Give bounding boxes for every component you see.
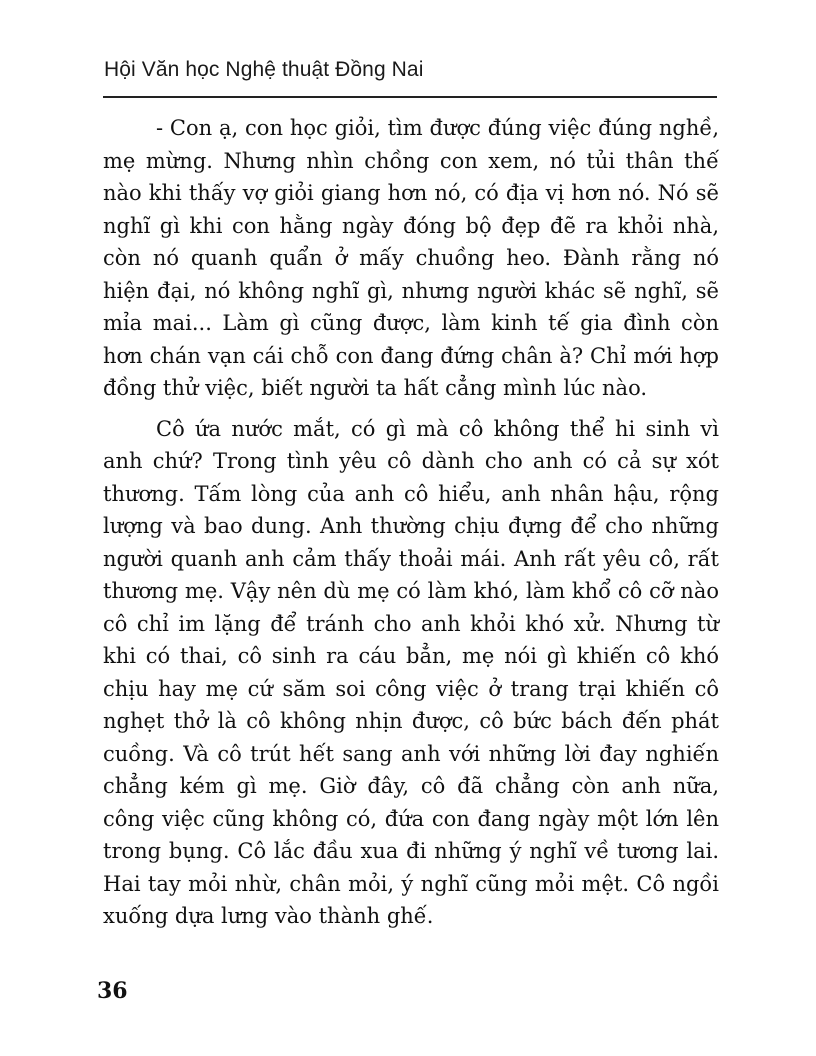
paragraph: - Con ạ, con học giỏi, tìm được đúng việc đúng nghề, mẹ mừng. Nhưng nhìn chồng con xem, nó tủi thân thế nào khi thấy vợ giỏi giang hơn nó, có địa vị hơn nó. Nó sẽ nghĩ gì khi con hằng ngày đóng bộ đẹp đẽ ra khỏi nhà, còn nó quanh quẩn ở mấy chuồng heo. Đành rằng nó hiện đại, nó không nghĩ gì, nhưng người khác sẽ nghĩ, sẽ mỉa mai... Làm gì cũng được, làm kinh tế gia đình còn hơn chán vạn cái chỗ con đang đứng chân à? Chỉ mới hợp đồng thử việc, biết người ta hất cẳng mình lúc nào. [103, 116, 719, 400]
page-number: 36 [97, 978, 128, 1004]
header-divider [103, 96, 717, 98]
body-text [103, 112, 719, 933]
running-header: Hội Văn học Nghệ thuật Đồng Nai [104, 58, 424, 81]
paragraph: Cô ứa nước mắt, có gì mà cô không thể hi sinh vì anh chứ? Trong tình yêu cô dành cho anh có cả sự xót thương. Tấm lòng của anh cô hiểu, anh nhân hậu, rộng lượng và bao dung. Anh thường chịu đựng để cho những người quanh anh cảm thấy thoải mái. Anh rất yêu cô, rất thương mẹ. Vậy nên dù mẹ có làm khó, làm khổ cô cỡ nào cô chỉ im lặng để tránh cho anh khỏi khó xử. Nhưng từ khi có thai, cô sinh ra cáu bẳn, mẹ nói gì khiến cô khó chịu hay mẹ cứ săm soi công việc ở trang trại khiến cô nghẹt thở là cô không nhịn được, cô bức bách đến phát cuồng. Và cô trút hết sang anh với những lời đay nghiến chẳng kém gì mẹ. Giờ đây, cô đã chẳng còn anh nữa, công việc cũng không có, đứa con đang ngày một lớn lên trong bụng. Cô lắc đầu xua đi những ý nghĩ về tương lai. Hai tay mỏi nhừ, chân mỏi, ý nghĩ cũng mỏi mệt. Cô ngồi xuống dựa lưng vào thành ghế. [103, 416, 719, 928]
